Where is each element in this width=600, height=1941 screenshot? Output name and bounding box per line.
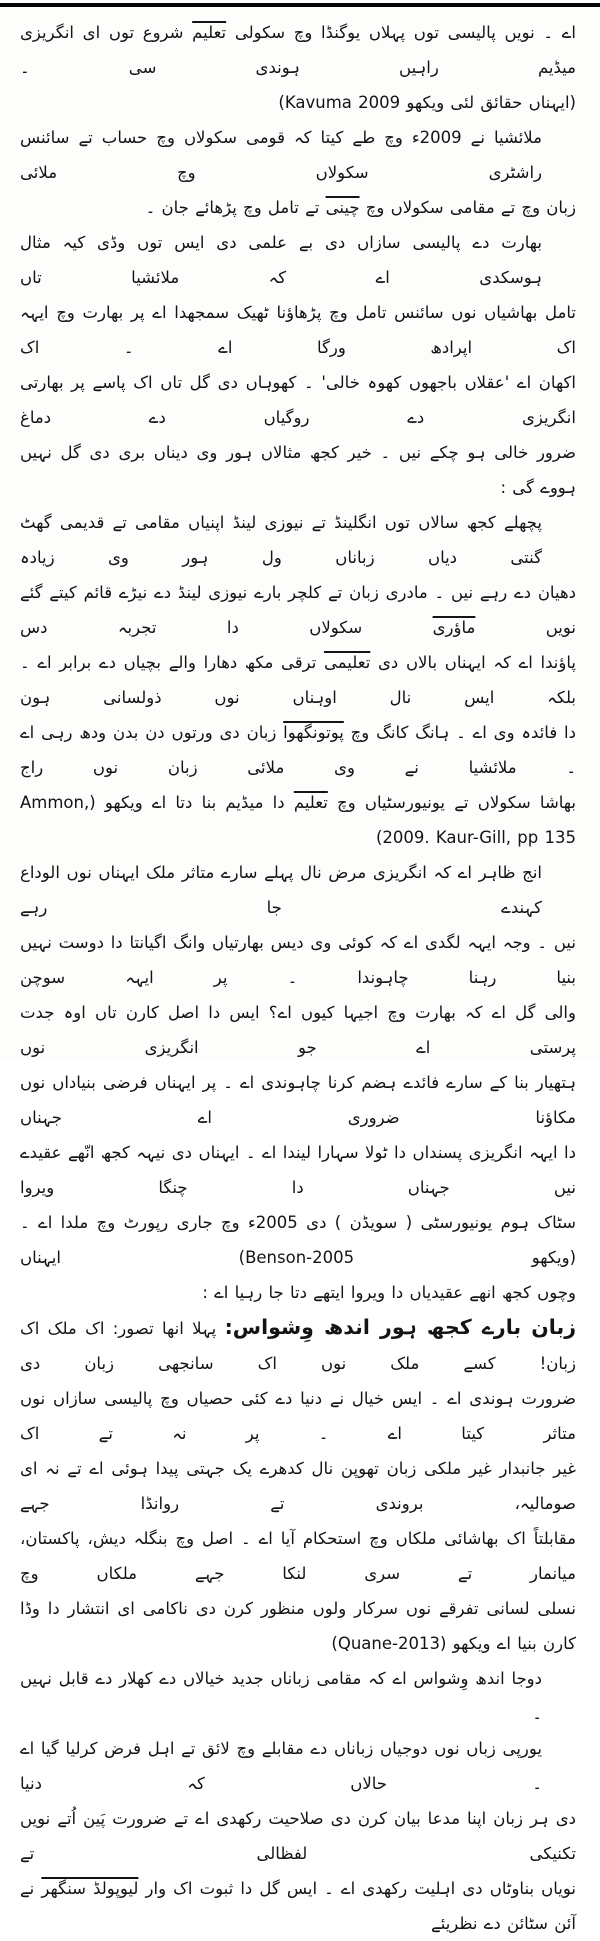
overlined-word: پوتونگھوا — [283, 723, 344, 742]
text-line: اکھان اے 'عقلاں باجھوں کھوہ خالی' ۔ کھوہاں دی گل تاں اک پاسے پر بھارتی انگریزی دے روگیاں دے دماغ — [20, 373, 576, 427]
text-line: پاؤندا اے کہ ایہناں بالاں دی تعلیمی ترقی مکھ دھارا والے بچیاں دے برابر اے ۔ بلکہ ایس نال اوہناں نوں ذولسانی ہون — [20, 653, 576, 707]
paragraph — [20, 120, 576, 225]
text-line: دھیان دے رہے نیں ۔ مادری زبان تے کلچر بارے نیوزی لینڈ دے نیڑے قائم کیتے گئے نویں ماؤری سکولاں دا تجربہ دس — [20, 583, 576, 637]
overlined-word: تعلیمی — [324, 653, 371, 672]
overlined-word: ماؤری — [432, 618, 476, 637]
overlined-word: چینی — [325, 198, 360, 217]
paragraph — [20, 855, 576, 1310]
text-line: دوجا اندھ وِشواس اے کہ مقامی زباناں جدید خیالاں دے کھلار دے قابل نہیں ۔ — [20, 1669, 542, 1723]
text-line: ضرورت ہوندی اے ۔ ایس خیال نے دنیا دے کئی حصیاں وچ پالیسی سازاں نوں متاثر کیتا اے ۔ پر نہ تے اک — [20, 1389, 576, 1443]
paragraph — [20, 15, 576, 120]
text-line: دی ہر زبان اپنا مدعا بیان کرن دی صلاحیت رکھدی اے تے ضرورت پَین اُتے نویں تکنیکی لفظالی تے — [20, 1809, 576, 1863]
text-line: والی گل اے کہ بھارت وچ اجیہا کیوں اے؟ ایس دا اصل کارن تاں اوہ جدت پرستی اے جو انگریزی نوں — [20, 1003, 576, 1057]
text-line: بھاشا سکولاں تے یونیورسٹیاں وچ تعلیم دا میڈیم بنا دتا اے ویکھو (Ammon, 2009. Kaur-Gill, pp 135) — [20, 793, 576, 847]
text-line: بھارت دے پالیسی سازاں دی بے علمی دی ایس توں وڈی کیہ مثال ہوسکدی اے کہ ملائشیا تاں — [20, 233, 542, 287]
text-line: ہتھیار بنا کے سارے فائدے ہضم کرنا چاہوندی اے ۔ پر ایہناں فرضی بنیاداں نوں مکاؤنا ضروری اے جہناں — [20, 1073, 576, 1127]
text-line: زبان وچ تے مقامی سکولاں وچ چینی تے تامل وچ پڑھائے جان ۔ — [145, 198, 576, 217]
scanned-book-page — [0, 3, 600, 1933]
text-line: ضرور خالی ہو چکے نیں ۔ خیر کجھ مثالاں ہور وی دیناں بری دی گل نہیں ہووے گی : — [20, 443, 576, 497]
text-line: انج ظاہر اے کہ انگریزی مرض نال پہلے سارے متاثر ملک ایہناں نوں الوداع کہندے جا رہے — [20, 863, 542, 917]
text-line: ملائشیا نے 2009ء وچ طے کیتا کہ قومی سکولاں وچ حساب تے سائنس راشٹری سکولاں وچ ملائی — [20, 128, 542, 182]
text-line: نیں ۔ وجہ ایہہ لگدی اے کہ کوئی وی دیس بھارتیاں وانگ اگیانتا دا دوست نہیں بنیا رہنا چاہوندا ۔ پر ایہہ سوچن — [20, 933, 576, 987]
text-line: نویاں بناوٹاں دی اہلیت رکھدی اے ۔ ایس گل دا ثبوت اک وار لیوپولڈ سنگھر نے آئن سٹائن دے نظریئے — [20, 1879, 576, 1933]
text-line: زبان بارے کجھ ہور اندھ وِشواس: پہلا انھا تصور: اک ملک اک زبان! کسے ملک نوں اک سانجھی زبان دی — [20, 1315, 576, 1373]
text-line: مقابلتاً اک بھاشائی ملکاں وچ استحکام آیا اے ۔ اصل وچ بنگلہ دیش، پاکستان، میانمار تے سری لنکا جہے ملکاں وچ — [20, 1529, 576, 1583]
text-line: (ایہناں حقائق لئی ویکھو Kavuma 2009) — [278, 93, 576, 112]
overlined-word: لیوپولڈ سنگھر — [41, 1879, 139, 1898]
paragraph — [20, 505, 576, 855]
text-line: نسلی لسانی تفرقے نوں سرکار ولوں منظور کرن دی ناکامی ای انتشار دا وڈا کارن بنیا اے ویکھو (Quane-2013) — [20, 1599, 576, 1653]
text-line: پچھلے کجھ سالاں توں انگلینڈ تے نیوزی لینڈ اپنیاں مقامی تے قدیمی گھٹ گنتی دیاں زباناں ول ہور وی زیادہ — [20, 513, 542, 567]
text-line: اے ۔ نویں پالیسی توں پہلاں یوگنڈا وچ سکولی تعلیم شروع توں ای انگریزی میڈیم راہیں ہوندی سی ۔ — [20, 23, 576, 77]
paragraph — [20, 225, 576, 505]
paragraph — [20, 1731, 576, 1941]
text-line: وچوں کجھ انھے عقیدیاں دا ویروا ایتھے دتا جا رہیا اے : — [202, 1283, 576, 1302]
section-heading: زبان بارے کجھ ہور اندھ وِشواس: — [224, 1315, 576, 1339]
text-line: دا فائدہ وی اے ۔ ہانگ کانگ وچ پوتونگھوا زبان دی ورتوں دن بدن ودھ رہی اے ۔ ملائشیا نے وی ملائی زبان نوں راج — [20, 723, 576, 777]
text-line: دا ایہہ انگریزی پسنداں دا ٹولا سہارا لیندا اے ۔ ایہناں دی نیہہ کجھ انّھے عقیدے نیں جہناں دا چنگا ویروا — [20, 1143, 576, 1197]
paragraph — [20, 1310, 576, 1661]
text-line: سٹاک ہوم یونیورسٹی ( سویڈن ) دی 2005ء وچ جاری رپورٹ وچ ملدا اے ۔ (ویکھو Benson-2005) ایہناں — [20, 1213, 577, 1267]
paragraph — [20, 1661, 576, 1731]
text-line: غیر جانبدار غیر ملکی زبان تھوپن نال کدھرے یک جہتی پیدا ہوئی اے تے نہ ای صومالیہ، بروندی تے روانڈا جہے — [20, 1459, 576, 1513]
text-block — [0, 7, 600, 1941]
overlined-word: تعلیم — [293, 793, 328, 812]
overlined-word: تعلیم — [192, 23, 227, 42]
text-line: تامل بھاشیاں نوں سائنس تامل وچ پڑھاؤنا ٹھیک سمجھدا اے پر بھارت وچ ایہہ اک اپرادھ ورگا اے ۔ اک — [20, 303, 576, 357]
text-line: یورپی زباں نوں دوجیاں زباناں دے مقابلے وچ لائق تے اہل فرض کرلیا گیا اے ۔ حالاں کہ دنیا — [20, 1739, 542, 1793]
